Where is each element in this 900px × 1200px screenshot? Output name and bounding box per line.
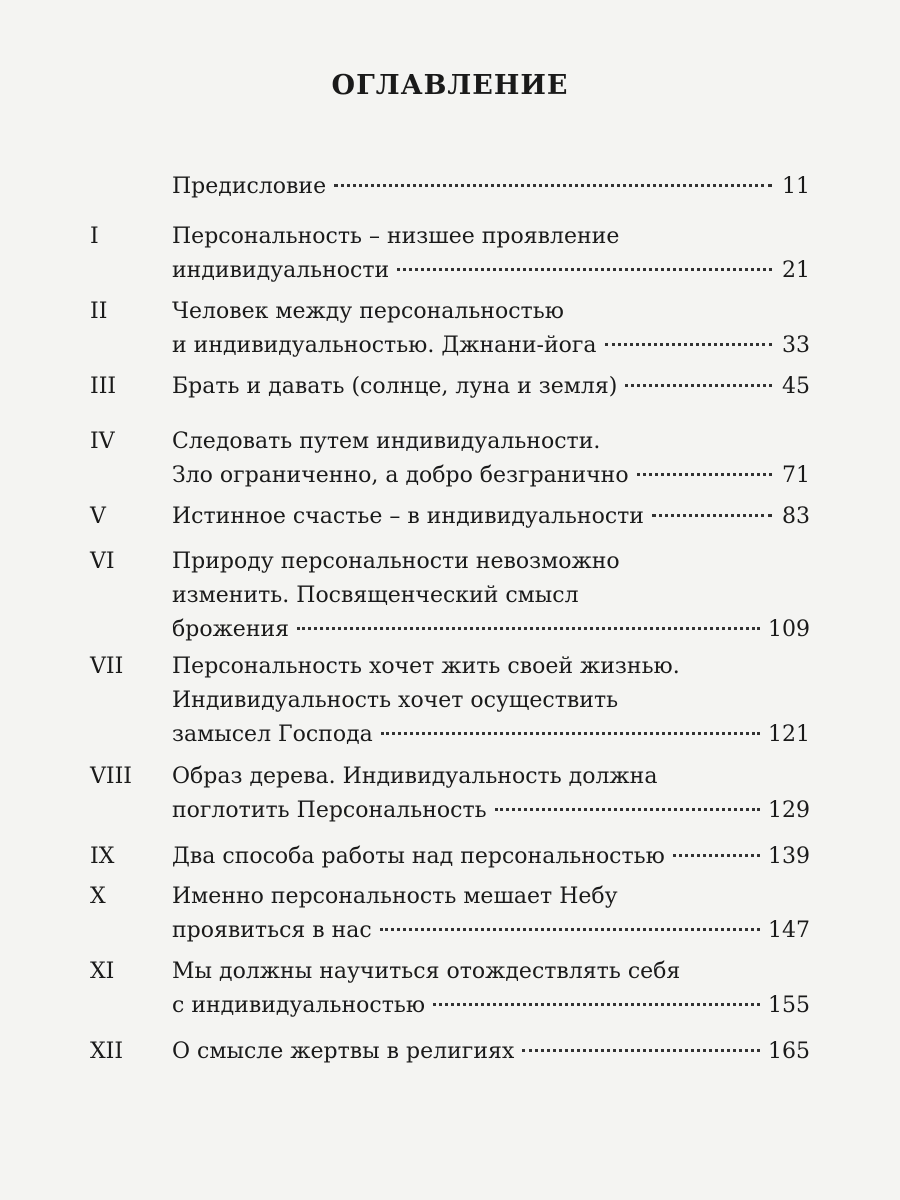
chapter-title-line: Персональность – низшее проявление	[172, 224, 620, 249]
chapter-title-line: Природу персональности невозможно	[172, 549, 620, 574]
chapter-title-last-line	[172, 459, 810, 493]
chapter-title-line: Индивидуальность хочет осуществить	[172, 688, 619, 713]
chapter-number: IV	[90, 429, 115, 454]
chapter-title-line: Зло ограниченно, а добро безгранично	[172, 463, 629, 488]
chapter-title-line: Именно персональность мешает Небу	[172, 884, 618, 909]
chapter-number: V	[90, 504, 106, 529]
dot-leader	[380, 927, 760, 931]
page-number: 121	[768, 722, 810, 747]
chapter-title	[172, 650, 812, 752]
chapter-title-line: О смысле жертвы в религиях	[172, 1039, 515, 1064]
chapter-title-line: замысел Господа	[172, 722, 373, 747]
chapter-number: II	[90, 299, 108, 324]
page-number: 11	[782, 174, 810, 199]
chapter-title-line: и индивидуальностью. Джнани-йога	[172, 333, 597, 358]
page-number: 165	[768, 1039, 810, 1064]
chapter-title-last-line	[172, 170, 810, 204]
chapter-title-line: Истинное счастье – в индивидуальности	[172, 504, 644, 529]
page-number: 83	[782, 504, 810, 529]
page-number: 139	[768, 844, 810, 869]
dot-leader	[522, 1048, 760, 1052]
chapter-number: XI	[90, 959, 115, 984]
chapter-title-last-line	[172, 840, 810, 874]
dot-leader	[637, 472, 772, 476]
chapter-title-line: Персональность хочет жить своей жизнью.	[172, 654, 680, 679]
chapter-title-last-line	[172, 254, 810, 288]
page-number: 155	[768, 993, 810, 1018]
chapter-title-line: Образ дерева. Индивидуальность должна	[172, 764, 658, 789]
page-number: 147	[768, 918, 810, 943]
chapter-title-last-line	[172, 718, 810, 752]
chapter-number: VII	[90, 654, 124, 679]
chapter-title-line: Предисловие	[172, 174, 327, 199]
page-number: 129	[768, 798, 810, 823]
dot-leader	[495, 807, 760, 811]
chapter-title	[172, 370, 812, 404]
chapter-title-last-line	[172, 794, 810, 828]
chapter-title-line: поглотить Персональность	[172, 798, 487, 823]
chapter-number: XII	[90, 1039, 124, 1064]
dot-leader	[334, 183, 772, 187]
chapter-title	[172, 1035, 812, 1069]
dot-leader	[652, 513, 772, 517]
chapter-title-last-line	[172, 989, 810, 1023]
chapter-number: VIII	[90, 764, 132, 789]
chapter-title	[172, 880, 812, 948]
chapter-title-line: Мы должны научиться отождествлять себя	[172, 959, 681, 984]
chapter-title-line: Два способа работы над персональностью	[172, 844, 665, 869]
dot-leader	[397, 267, 772, 271]
chapter-title	[172, 840, 812, 874]
chapter-title	[172, 760, 812, 828]
chapter-title-last-line	[172, 370, 810, 404]
chapter-title-last-line	[172, 613, 810, 647]
chapter-title	[172, 500, 812, 534]
chapter-number: X	[90, 884, 106, 909]
dot-leader	[381, 731, 760, 735]
chapter-title-line: проявиться в нас	[172, 918, 372, 943]
chapter-number: III	[90, 374, 117, 399]
chapter-number: I	[90, 224, 99, 249]
chapter-number: IX	[90, 844, 115, 869]
dot-leader	[433, 1002, 760, 1006]
dot-leader	[673, 853, 760, 857]
dot-leader	[605, 342, 772, 346]
chapter-title-line: изменить. Посвященческий смысл	[172, 583, 579, 608]
dot-leader	[297, 626, 760, 630]
page-number: 109	[768, 617, 810, 642]
chapter-title-last-line	[172, 1035, 810, 1069]
page-number: 21	[782, 258, 810, 283]
chapter-title-line: Брать и давать (солнце, луна и земля)	[172, 374, 618, 399]
chapter-title-last-line	[172, 329, 810, 363]
chapter-title-line: Следовать путем индивидуальности.	[172, 429, 601, 454]
chapter-title-line: с индивидуальностью	[172, 993, 425, 1018]
chapter-title-line: Человек между персональностью	[172, 299, 564, 324]
dot-leader	[625, 383, 772, 387]
page-number: 71	[782, 463, 810, 488]
page-title: ОГЛАВЛЕНИЕ	[331, 70, 569, 101]
chapter-title	[172, 170, 812, 204]
chapter-title-last-line	[172, 914, 810, 948]
chapter-number: VI	[90, 549, 115, 574]
chapter-title	[172, 220, 812, 288]
chapter-title	[172, 425, 812, 493]
chapter-title	[172, 295, 812, 363]
chapter-title-line: брожения	[172, 617, 290, 642]
page-number: 33	[782, 333, 810, 358]
page-number: 45	[782, 374, 810, 399]
chapter-title-last-line	[172, 500, 810, 534]
chapter-title-line: индивидуальности	[172, 258, 390, 283]
chapter-title	[172, 955, 812, 1023]
chapter-title	[172, 545, 812, 647]
